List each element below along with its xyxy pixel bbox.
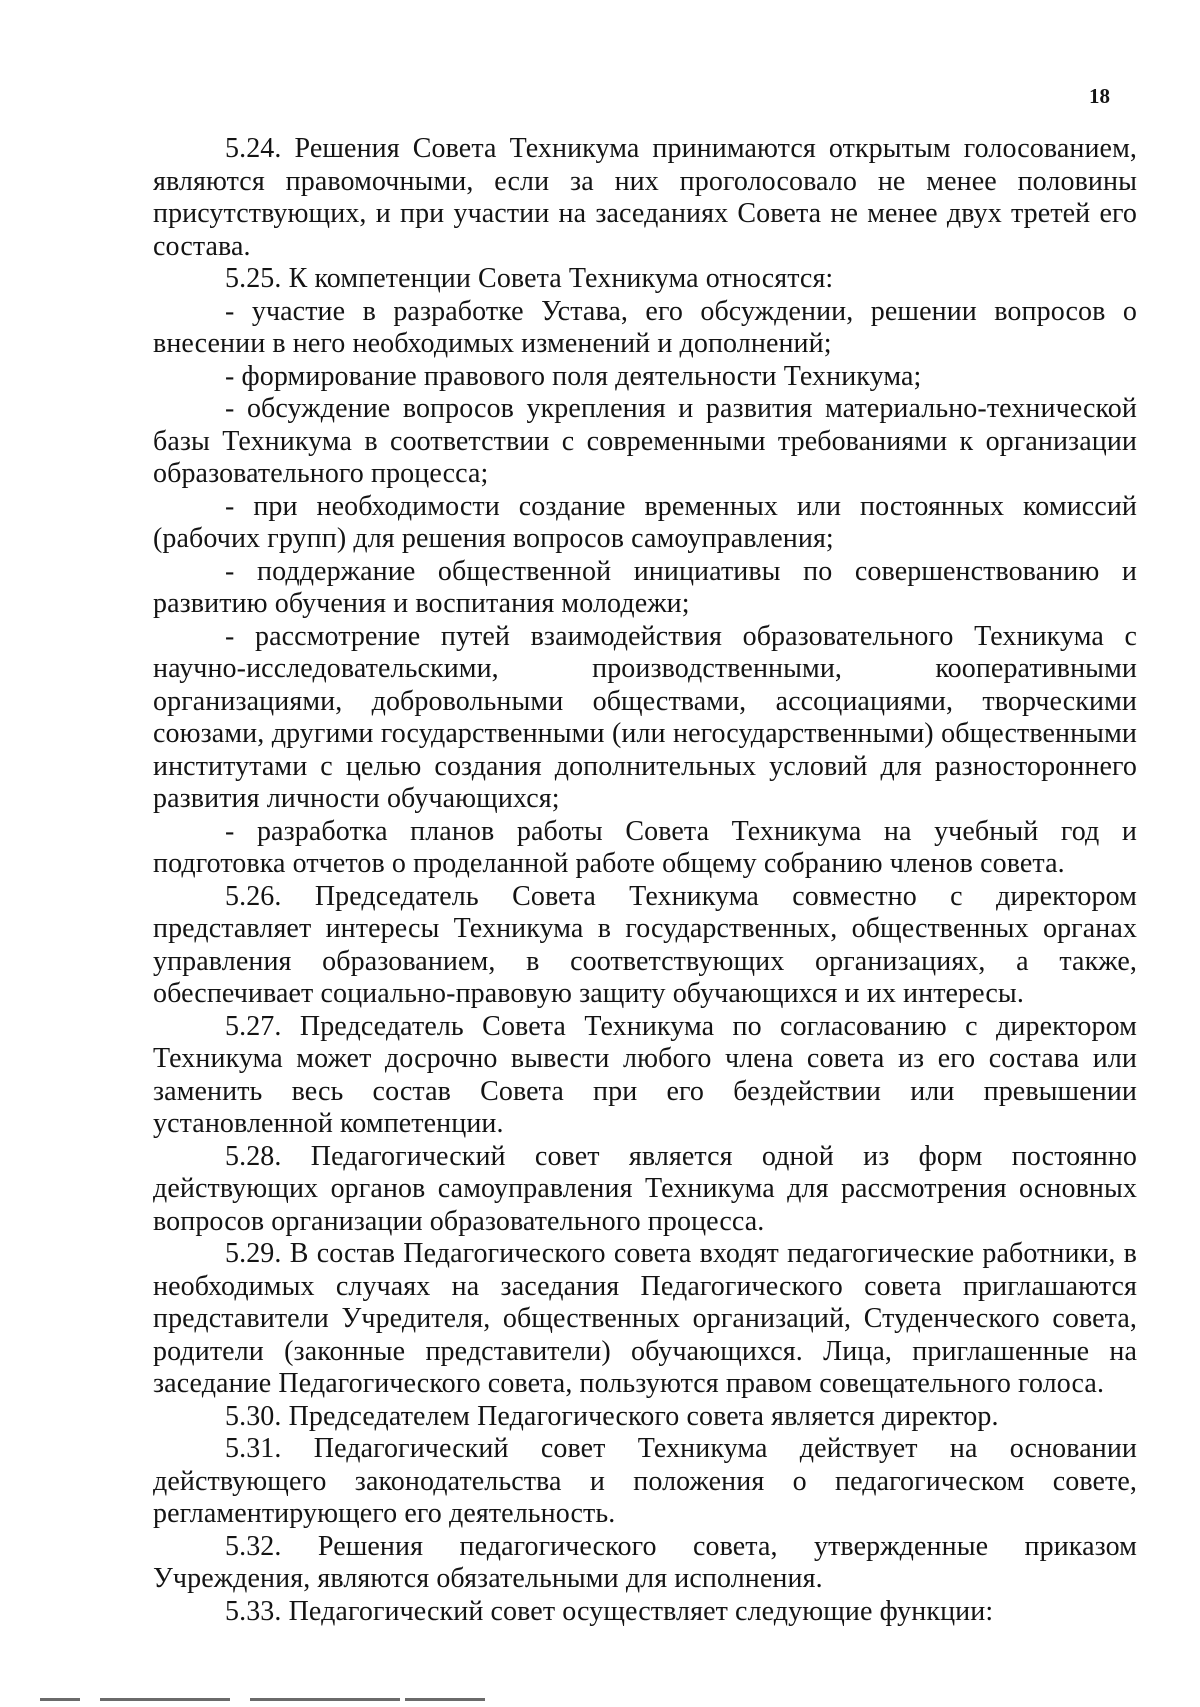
paragraph-5-27: 5.27. Председатель Совета Техникума по согласованию с директором Техникума может досрочно вывести любого члена совета из его состава или заменить весь состав Совета при его бездействии или превышении установленной компетенции.: [153, 1010, 1137, 1139]
page-number: 18: [1089, 84, 1110, 108]
paragraph-5-30: 5.30. Председателем Педагогического совета является директор.: [225, 1400, 999, 1432]
paragraph-5-29: 5.29. В состав Педагогического совета входят педагогические работники, в необходимых случаях на заседания Педагогического совета приглашаются представители Учредителя, общественных организаций, Студенческого совета, родители (законные представители) обучающихся. Лица, приглашенные на заседание Педагогического совета, пользуются правом совещательного голоса.: [153, 1238, 1137, 1399]
list-item: - рассмотрение путей взаимодействия образовательного Техникума с научно-исследовательскими, производственными, кооперативными организациями, добровольными обществами, ассоциациями, творческими союзами, другими государственными (или негосударственными) общественными институтами с целью создания дополнительных условий для разностороннего развития личности обучающихся;: [153, 620, 1137, 814]
list-item: - формирование правового поля деятельности Техникума;: [225, 360, 922, 392]
paragraph-5-25: 5.25. К компетенции Совета Техникума относятся:: [225, 263, 834, 294]
document-body: [153, 133, 1137, 1628]
list-item: - разработка планов работы Совета Техникума на учебный год и подготовка отчетов о проделанной работе общему собранию членов совета.: [153, 815, 1137, 879]
list-item: - обсуждение вопросов укрепления и развития материально-технической базы Техникума в соответствии с современными требованиями к организации образовательного процесса;: [153, 393, 1137, 489]
paragraph-5-32: 5.32. Решения педагогического совета, утвержденные приказом Учреждения, являются обязательными для исполнения.: [153, 1530, 1137, 1594]
list-item: - поддержание общественной инициативы по совершенствованию и развитию обучения и воспитания молодежи;: [153, 555, 1137, 619]
list-item: - участие в разработке Устава, его обсуждении, решении вопросов о внесении в него необходимых изменений и дополнений;: [153, 295, 1137, 359]
paragraph-5-31: 5.31. Педагогический совет Техникума действует на основании действующего законодательства и положения о педагогическом совете, регламентирующего его деятельность.: [153, 1433, 1137, 1529]
scan-edge-artifact: [0, 1693, 1200, 1707]
paragraph-5-26: 5.26. Председатель Совета Техникума совместно с директором представляет интересы Техникума в государственных, общественных органах управления образованием, в соответствующих организациях, а также, обеспечивает социально-правовую защиту обучающихся и их интересы.: [153, 880, 1137, 1009]
paragraph-5-28: 5.28. Педагогический совет является одной из форм постоянно действующих органов самоуправления Техникума для рассмотрения основных вопросов организации образовательного процесса.: [153, 1140, 1137, 1237]
paragraph-5-24: 5.24. Решения Совета Техникума принимаются открытым голосованием, являются правомочными, если за них проголосовало не менее половины присутствующих, и при участии на заседаниях Совета не менее двух третей его состава.: [153, 133, 1137, 262]
list-item: - при необходимости создание временных или постоянных комиссий (рабочих групп) для решения вопросов самоуправления;: [153, 490, 1137, 554]
paragraph-5-33: 5.33. Педагогический совет осуществляет следующие функции:: [225, 1595, 994, 1627]
